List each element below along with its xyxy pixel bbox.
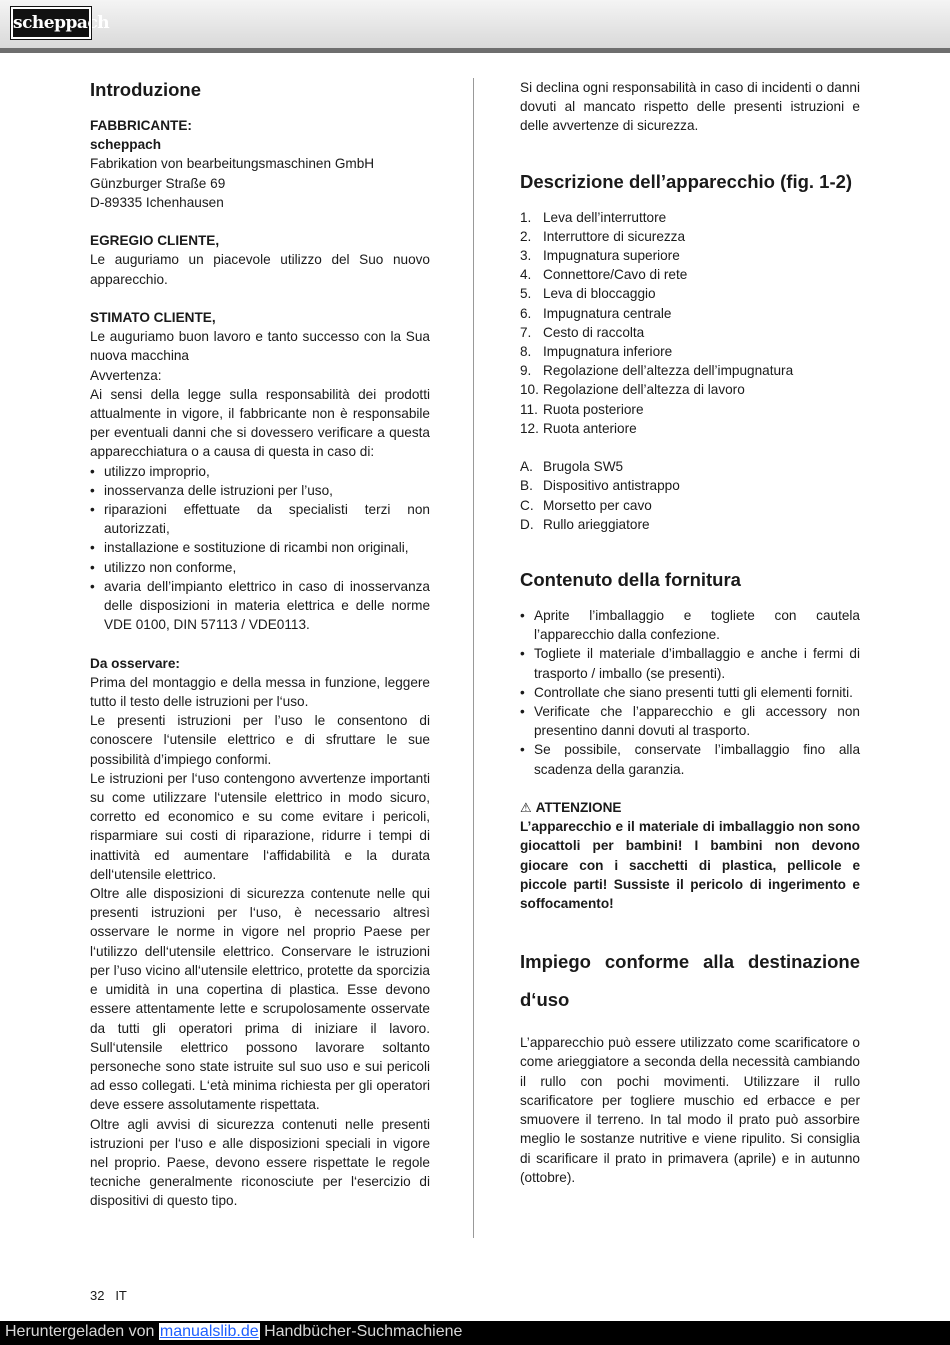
warning-list: [90, 462, 430, 635]
list-item: 3. Impugnatura superiore: [520, 248, 680, 264]
manufacturer-line: Günzburger Straße 69: [90, 175, 226, 191]
observe-label: Da osservare:: [90, 655, 180, 671]
section-title-introduction: Introduzione: [90, 79, 201, 100]
list-item: A. Brugola SW5: [520, 459, 624, 475]
section-title-description: Descrizione dell’apparecchio (fig. 1-2): [520, 170, 853, 192]
dear-customer-2-label: STIMATO CLIENTE,: [90, 310, 216, 325]
scheppach-logo: scheppach: [11, 7, 91, 39]
list-item: • utilizzo improprio,: [90, 462, 430, 481]
section-title-intended-use: Impiego conforme alla destinazione d‘uso: [520, 951, 860, 1011]
right-column: [520, 78, 860, 1187]
accessories-list: [520, 457, 860, 534]
list-item: C. Morsetto per cavo: [520, 497, 652, 513]
disclaimer-text: Si declina ogni responsabilità in caso di incidenti o danni dovuti al mancato rispetto delle presenti istruzioni e delle avvertenze di sicurezza.: [520, 80, 860, 134]
list-item: 7. Cesto di raccolta: [520, 324, 645, 340]
left-column: [90, 78, 430, 1211]
list-item: 6. Impugnatura centrale: [520, 305, 672, 321]
manufacturer-label: FABBRICANTE:: [90, 118, 192, 133]
list-item: 5. Leva di bloccaggio: [520, 286, 656, 302]
manufacturer-line: D-89335 Ichenhausen: [90, 194, 224, 210]
list-item: 1. Leva dell’interruttore: [520, 209, 667, 225]
dear-customer-1-text: Le auguriamo un piacevole utilizzo del Suo nuovo apparecchio.: [90, 252, 430, 287]
attention-heading: ⚠ ATTENZIONE: [520, 800, 622, 816]
list-item: • utilizzo non conforme,: [90, 558, 430, 577]
attention-text: L’apparecchio e il materiale di imballaggio non sono giocattoli per bambini! I bambini non devono giocare con i sacchetti di plastica, pellicole e piccole parti! Sussiste il pericolo di ingerimento e soffocamento!: [520, 819, 860, 912]
supply-list: [520, 606, 860, 779]
page-header: [0, 0, 950, 53]
observe-paragraph: Oltre alle disposizioni di sicurezza contenute nelle qui presenti istruzioni per l‘uso, è necessario altresì osservare le norme in vigore nel proprio Paese per l‘utilizzo dell‘utensile elettrico. Conservare le istruzioni per l’uso vicino all‘utensile elettrico, protette da sporcizia e umidità in una copertina di plastica. Esse devono essere attentamente lette e scrupolosamente osservate da tutti gli operatori prima di iniziare il lavoro. Sull‘utensile elettrico possono lavorare soltanto personeche sono state istruite sul suo uso e sui pericoli ad esso collegati. L‘età minima richiesta per gli operatori deve essere assolutamente rispettata.: [90, 886, 430, 1113]
observe-paragraph: Prima del montaggio e della messa in funzione, leggere tutto il testo delle istruzioni per l‘uso.: [90, 674, 430, 710]
column-divider: [473, 78, 474, 1238]
list-item: • installazione e sostituzione di ricambi non originali,: [90, 538, 430, 557]
observe-paragraph: Le istruzioni per l‘uso contengono avvertenze importanti su come utilizzare l‘utensile elettrico in modo sicuro, corretto ed economico e su come evitare i pericoli, risparmiare sui costi di riparazione, ridurre i tempi di inattività ed aumentare l‘affidabilità e la durata dell‘utensile elettrico.: [90, 770, 430, 882]
list-item: 11. Ruota posteriore: [520, 401, 644, 417]
manualslib-link[interactable]: manualslib.de: [159, 1323, 259, 1340]
list-item: B. Dispositivo antistrappo: [520, 478, 680, 494]
list-item: 2. Interruttore di sicurezza: [520, 228, 686, 244]
list-item: • avaria dell’impianto elettrico in caso di inosservanza delle disposizioni in materia elettrica e delle norme VDE 0100, DIN 57113 / VDE0113.: [90, 577, 430, 635]
list-item: D. Rullo arieggiatore: [520, 516, 650, 532]
list-item: 4. Connettore/Cavo di rete: [520, 267, 688, 283]
list-item: • inosservanza delle istruzioni per l’uso,: [90, 481, 430, 500]
parts-list: [520, 208, 860, 438]
list-item: • Verificate che l’apparecchio e gli accessory non presentino danni dovuti al trasporto.: [520, 702, 860, 740]
list-item: • Controllate che siano presenti tutti gli elementi forniti.: [520, 683, 860, 702]
list-item: • riparazioni effettuate da specialisti terzi non autorizzati,: [90, 500, 430, 538]
list-item: 12. Ruota anteriore: [520, 420, 637, 436]
manufacturer-name: scheppach: [90, 137, 162, 153]
observe-paragraph: Le presenti istruzioni per l’uso le consentono di conoscere l‘utensile elettrico e di sfruttare le sue possibilità d’impiego conformi.: [90, 713, 430, 767]
dear-customer-1-label: EGREGIO CLIENTE,: [90, 233, 220, 249]
observe-paragraph: Oltre agli avvisi di sicurezza contenuti nelle presenti istruzioni per l‘uso e alle disposizioni speciali in vigore nel proprio. Paese, devono essere rispettate le regole tecniche generalmente riconosciute per l‘esercizio di dispositivi di questo tipo.: [90, 1116, 430, 1209]
list-item: 9. Regolazione dell’altezza dell’impugnatura: [520, 363, 794, 379]
dear-customer-2-text: Le auguriamo buon lavoro e tanto successo con la Sua nuova macchina: [90, 329, 430, 364]
list-item: 8. Impugnatura inferiore: [520, 344, 673, 360]
list-item: 10. Regolazione dell’altezza di lavoro: [520, 382, 745, 398]
download-footer: Heruntergeladen von manualslib.de Handbücher-Suchmachiene: [0, 1321, 950, 1345]
page-language: IT: [115, 1288, 127, 1303]
intended-use-text: L’apparecchio può essere utilizzato come scarificatore o come arieggiatore a seconda della necessità cambiando il rullo con pochi movimenti. Utilizzare il rullo scarificatore per togliere muschio ed erbacce e per smuovere il terreno. In tal modo il prato può assorbire meglio le sostanze nutritive e viene ripulito. Si consiglia di scarificare il prato in primavera (aprile) e in autunno (ottobre).: [520, 1035, 860, 1185]
list-item: • Se possibile, conservate l’imballaggio fino alla scadenza della garanzia.: [520, 740, 860, 778]
warning-text: Ai sensi della legge sulla responsabilità dei prodotti attualmente in vigore, il fabbricante non è responsabile per eventuali danni che si dovessero verificare a questa apparecchiatura o a causa di questa in caso di:: [90, 386, 430, 460]
warning-triangle-icon: ⚠: [520, 800, 532, 816]
list-item: • Togliete il materiale d’imballaggio e anche i fermi di trasporto / imballo (se presenti).: [520, 644, 860, 682]
list-item: • Aprite l’imballaggio e togliete con cautela l’apparecchio dalla confezione.: [520, 606, 860, 644]
manufacturer-line: Fabrikation von bearbeitungsmaschinen GmbH: [90, 156, 375, 172]
page-number: 32 IT: [90, 1288, 127, 1303]
section-title-supply: Contenuto della fornitura: [520, 569, 741, 591]
warning-label: Avvertenza:: [90, 367, 162, 383]
